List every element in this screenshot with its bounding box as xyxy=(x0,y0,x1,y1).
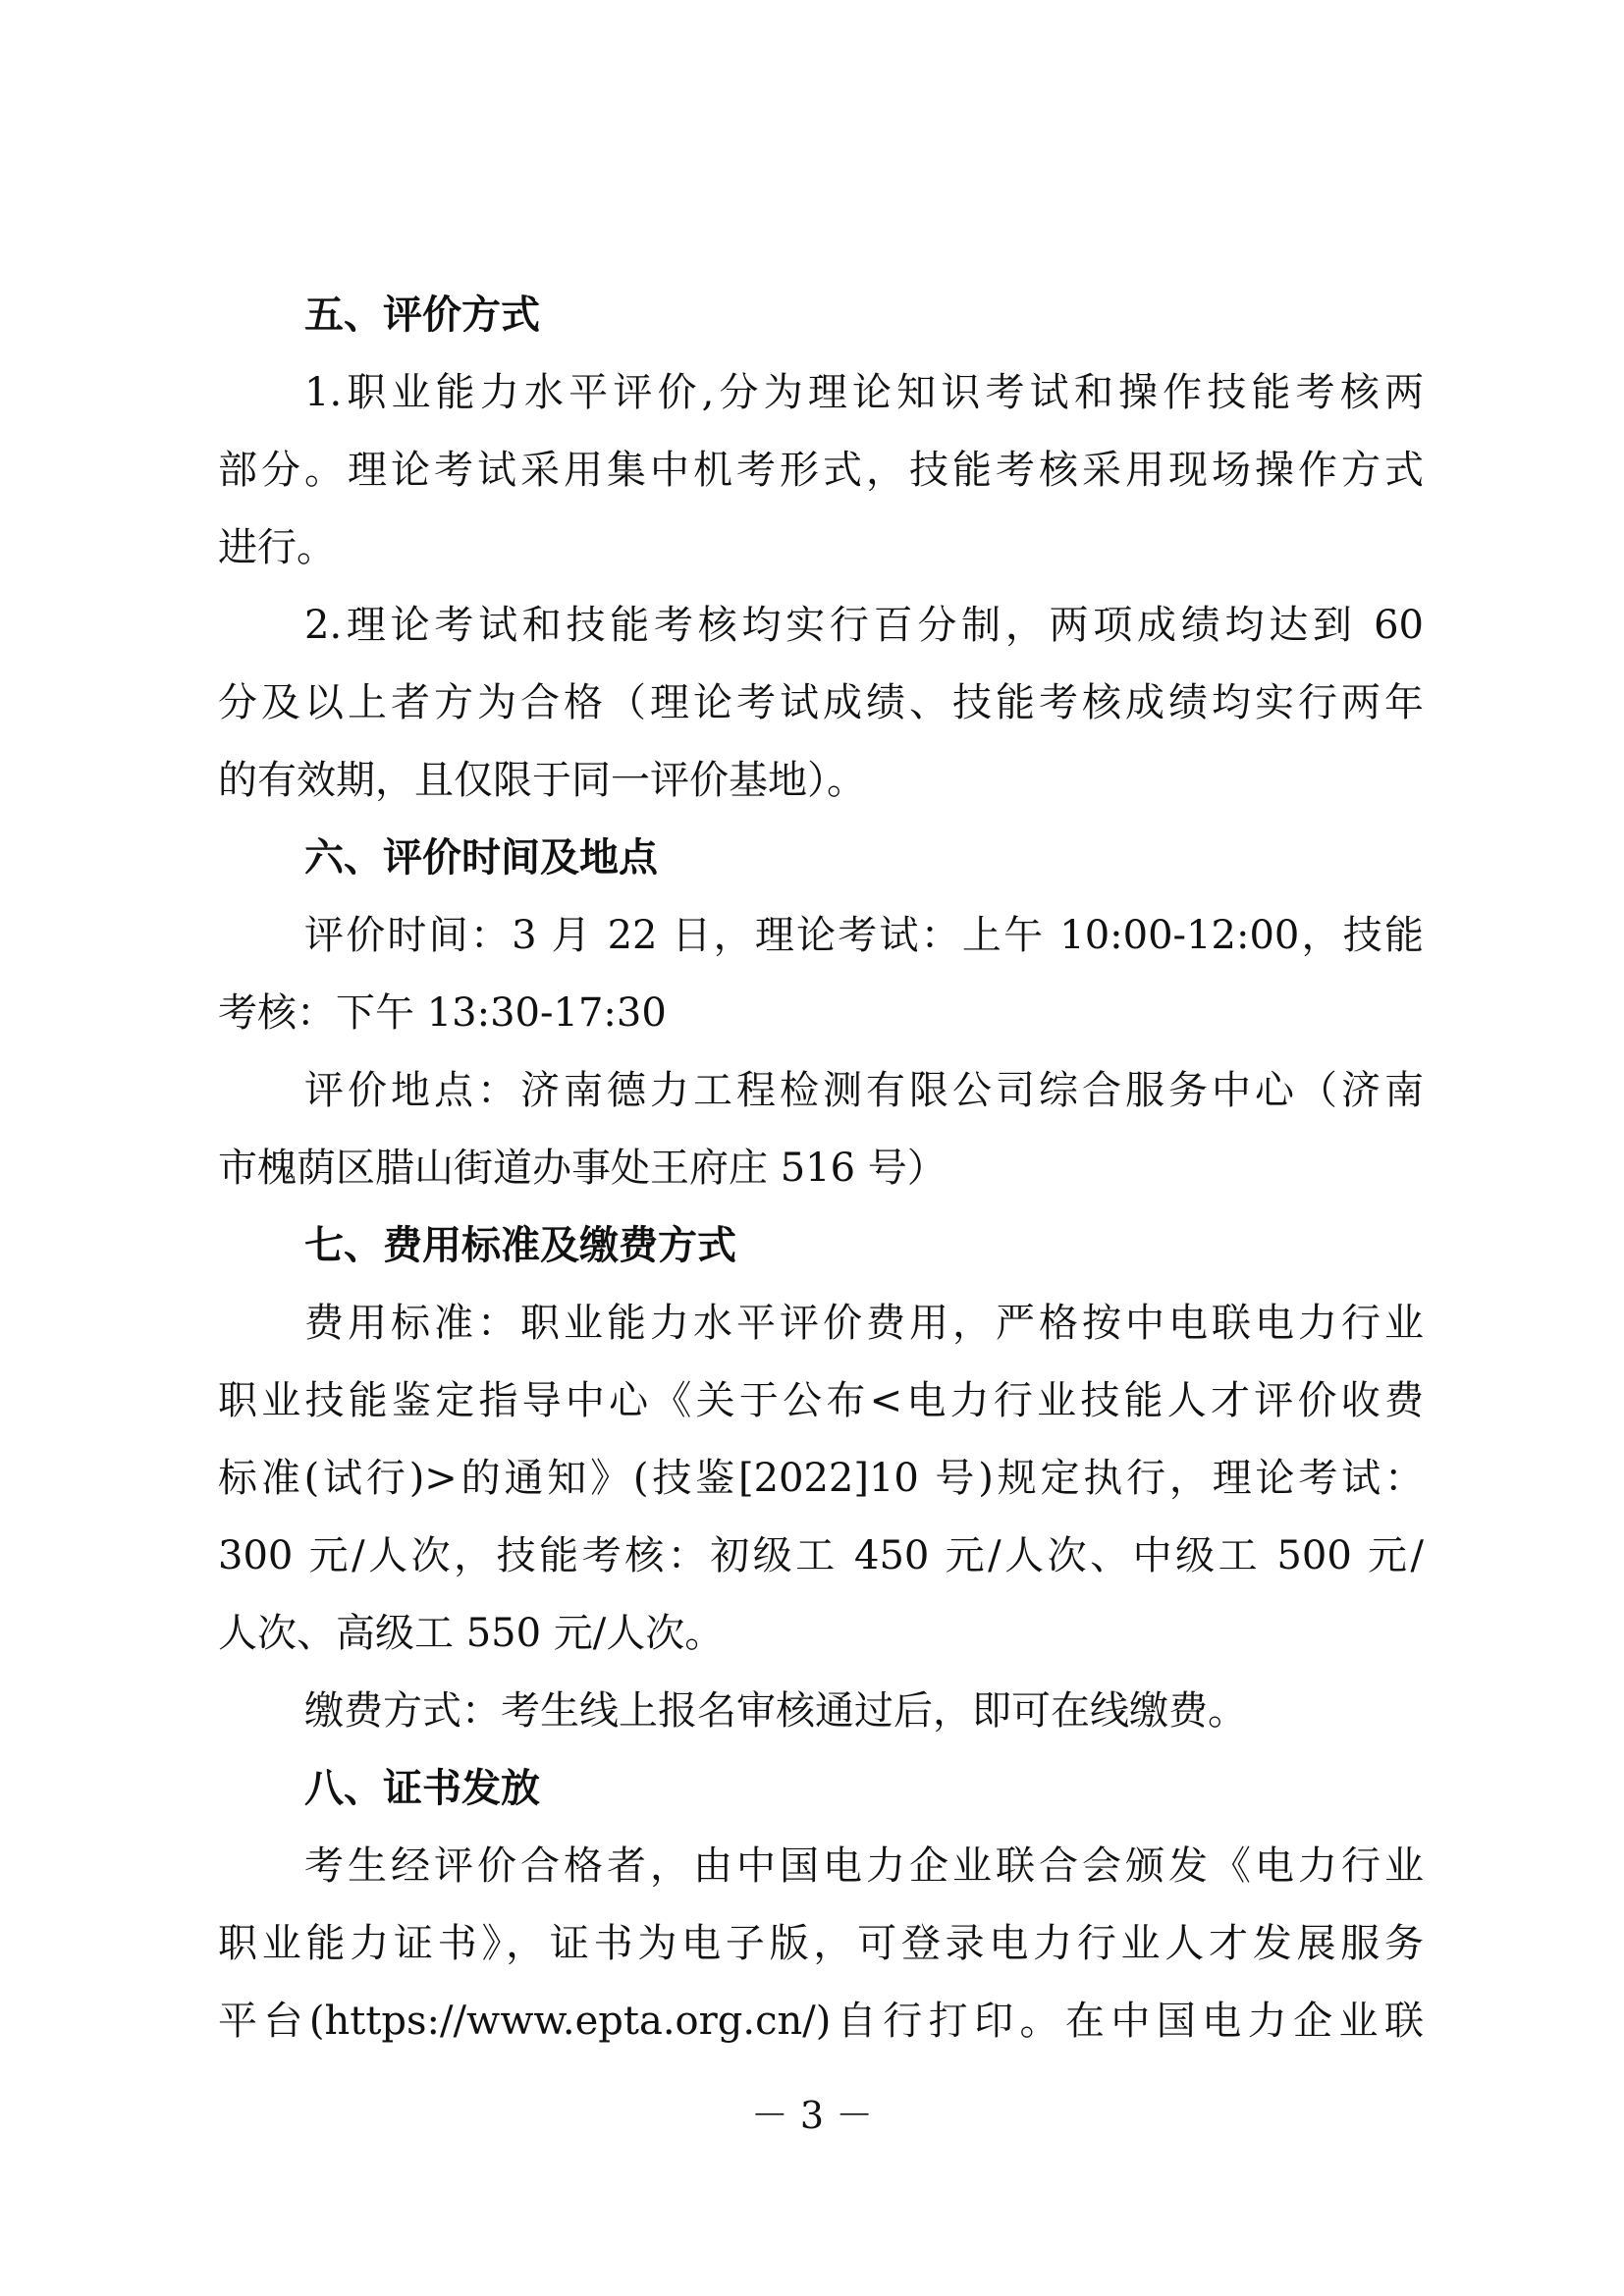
page-number: － 3 － xyxy=(750,2094,874,2137)
section-5-paragraph-1-line: 进行。 xyxy=(218,525,336,570)
evaluation-place-line: 市槐荫区腊山街道办事处王府庄 516 号） xyxy=(218,1146,947,1191)
certificate-paragraph-line: 职业能力证书》，证书为电子版，可登录电力行业人才发展服务 xyxy=(218,1921,1424,1966)
section-6-heading: 六、评价时间及地点 xyxy=(304,835,658,881)
fee-standard-line: 职业技能鉴定指导中心《关于公布<电力行业技能人才评价收费 xyxy=(218,1378,1424,1423)
evaluation-time-line: 考核：下午 13:30-17:30 xyxy=(218,990,667,1036)
certificate-paragraph-line: 平台(https://www.epta.org.cn/)自行打印。在中国电力企业联 xyxy=(218,1999,1424,2044)
fee-standard-line: 费用标准：职业能力水平评价费用，严格按中电联电力行业 xyxy=(304,1301,1424,1346)
section-5-paragraph-2-line: 的有效期，且仅限于同一评价基地）。 xyxy=(218,758,866,803)
payment-method-line: 缴费方式：考生线上报名审核通过后，即可在线缴费。 xyxy=(304,1688,1247,1734)
section-8-heading: 八、证书发放 xyxy=(304,1766,540,1811)
section-5-paragraph-1-line: 部分。理论考试采用集中机考形式，技能考核采用现场操作方式 xyxy=(218,448,1424,493)
document-body xyxy=(218,277,1424,2060)
evaluation-time-line: 评价时间：3 月 22 日，理论考试：上午 10:00-12:00，技能 xyxy=(304,913,1424,958)
section-5-paragraph-2-line: 2.理论考试和技能考核均实行百分制，两项成绩均达到 60 xyxy=(304,603,1424,648)
fee-standard-line: 人次、高级工 550 元/人次。 xyxy=(218,1611,725,1656)
fee-standard-line: 300 元/人次，技能考核：初级工 450 元/人次、中级工 500 元/ xyxy=(218,1533,1424,1578)
fee-standard-line: 标准(试行)>的通知》(技鉴[2022]10 号)规定执行，理论考试： xyxy=(218,1456,1424,1501)
section-5-heading: 五、评价方式 xyxy=(304,293,540,338)
section-5-paragraph-1-line: 1.职业能力水平评价,分为理论知识考试和操作技能考核两 xyxy=(304,370,1424,415)
certificate-paragraph-line: 考生经评价合格者，由中国电力企业联合会颁发《电力行业 xyxy=(304,1843,1424,1889)
evaluation-place-line: 评价地点：济南德力工程检测有限公司综合服务中心（济南 xyxy=(304,1068,1424,1113)
section-5-paragraph-2-line: 分及以上者方为合格（理论考试成绩、技能考核成绩均实行两年 xyxy=(218,680,1424,725)
section-7-heading: 七、费用标准及缴费方式 xyxy=(304,1223,736,1268)
